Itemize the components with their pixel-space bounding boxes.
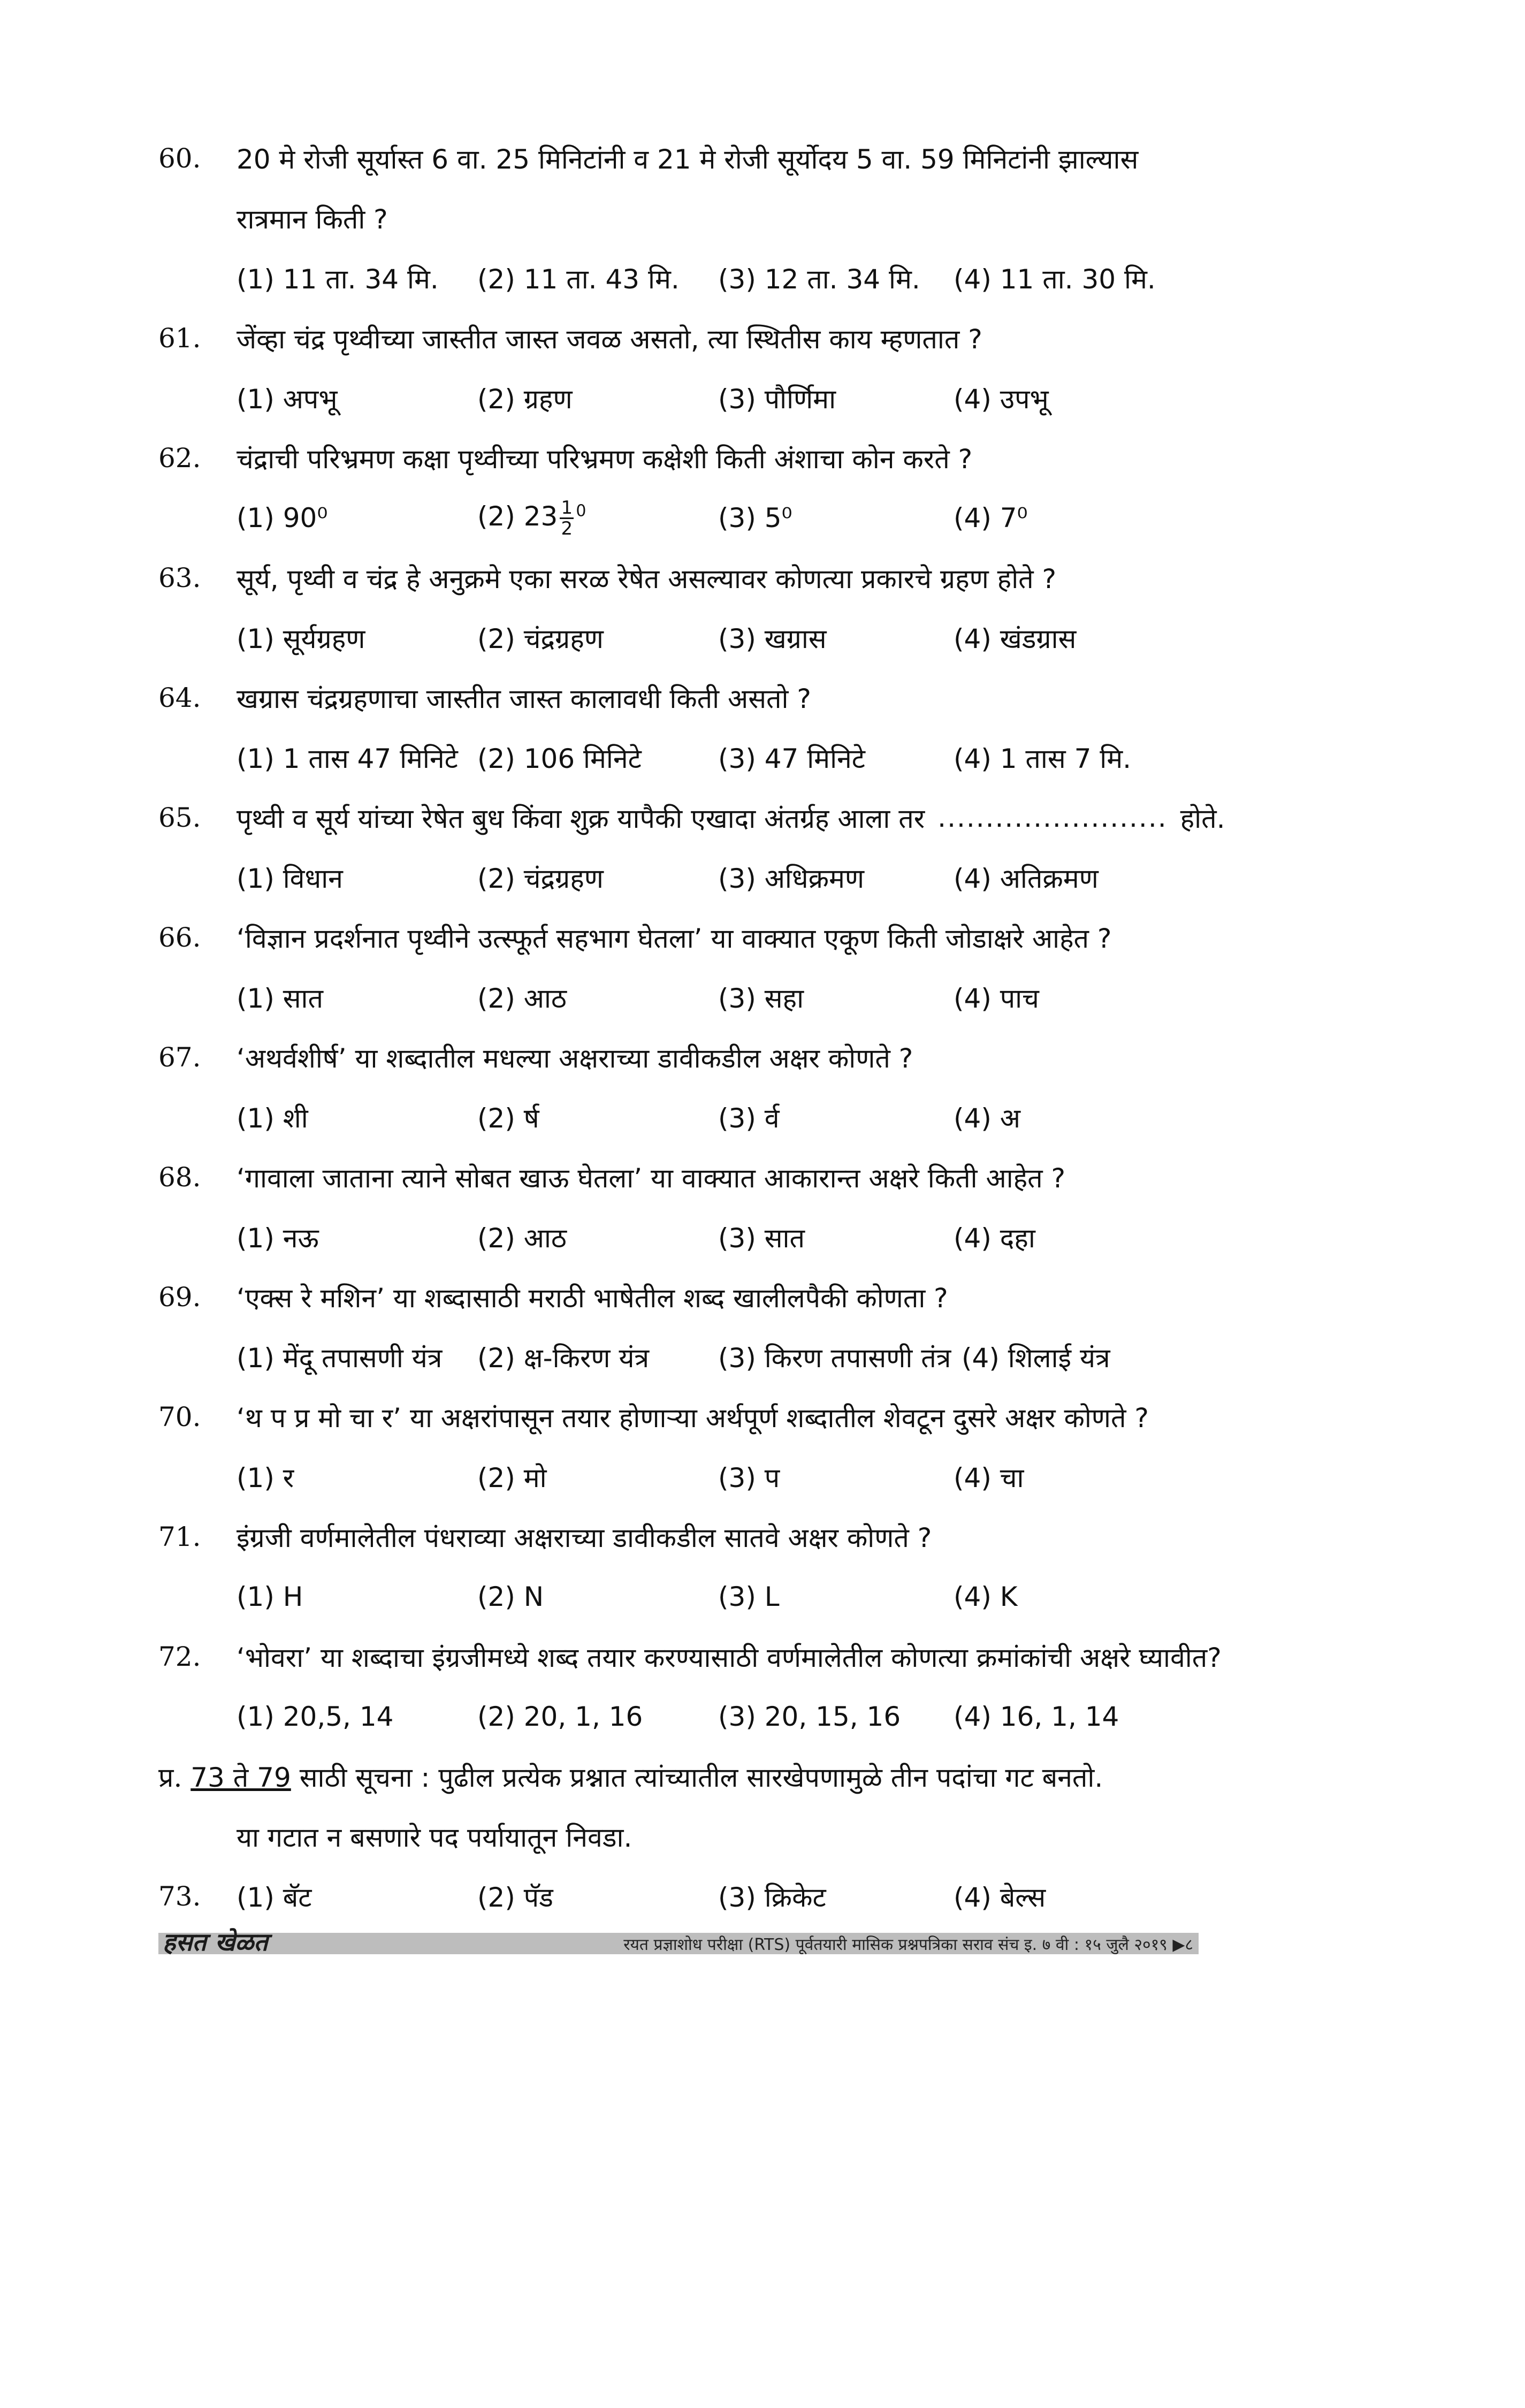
question-text: ‘गावाला जाताना त्याने सोबत खाऊ घेतला’ या वाक्यात आकारान्त अक्षरे किती आहेत ? xyxy=(237,1163,1066,1194)
option-3[interactable]: (3) 5⁰ xyxy=(718,502,792,534)
option-4[interactable]: (4) चा xyxy=(954,1462,1024,1493)
option-2[interactable]: (2) N xyxy=(477,1581,544,1612)
question-text: चंद्राची परिभ्रमण कक्षा पृथ्वीच्या परिभ्रमण कक्षेशी किती अंशाचा कोन करते ? xyxy=(237,444,973,475)
option-4[interactable]: (4) बेल्स xyxy=(954,1882,1046,1913)
option-4[interactable]: (4) 1 तास 7 मि. xyxy=(954,743,1132,774)
question-text: पृथ्वी व सूर्य यांच्या रेषेत बुध किंवा शुक्र यापैकी एखादा अंतर्ग्रह आला तर xyxy=(237,803,925,834)
question-number: 72. xyxy=(158,1641,201,1672)
option-4[interactable]: (4) दहा xyxy=(954,1223,1035,1254)
option-1[interactable]: (1) विधान xyxy=(237,863,343,894)
option-2[interactable]: (2) आठ xyxy=(477,1223,567,1254)
question-number: 67. xyxy=(158,1042,201,1073)
option-3[interactable]: (3) र्व xyxy=(718,1103,780,1134)
question-number: 65. xyxy=(158,802,201,833)
question-text: ‘एक्स रे मशिन’ या शब्दासाठी मराठी भाषेतील शब्द खालीलपैकी कोणता ? xyxy=(237,1283,948,1314)
degree-mark: 0 xyxy=(576,501,586,520)
option-4[interactable]: (4) उपभू xyxy=(954,384,1049,415)
question-63 xyxy=(158,548,1229,668)
option-4[interactable]: (4) पाच xyxy=(954,983,1039,1014)
question-71 xyxy=(158,1507,1229,1627)
question-text: ‘थ प प्र मो चा र’ या अक्षरांपासून तयार होणाऱ्या अर्थपूर्ण शब्दातील शेवटून दुसरे अक्षर कोणते ? xyxy=(237,1403,1149,1434)
option-1[interactable]: (1) मेंदू तपासणी यंत्र xyxy=(237,1343,443,1374)
question-text: खग्रास चंद्रग्रहणाचा जास्तीत जास्त कालावधी किती असतो ? xyxy=(237,683,811,714)
option-3[interactable]: (3) सात xyxy=(718,1223,805,1254)
question-number: 61. xyxy=(158,323,201,354)
question-text: ‘भोवरा’ या शब्दाचा इंग्रजीमध्ये शब्द तयार करण्यासाठी वर्णमालेतील कोणत्या क्रमांकांची अक्षरे घ्यावीत? xyxy=(237,1642,1222,1673)
question-text-end: होते. xyxy=(1180,803,1225,834)
option-2[interactable]: (2) 106 मिनिटे xyxy=(477,743,642,774)
instruction-prefix: प्र. xyxy=(158,1762,182,1793)
question-number: 63. xyxy=(158,562,201,593)
question-number: 69. xyxy=(158,1282,201,1313)
question-text-cont: रात्रमान किती ? xyxy=(237,204,388,235)
option-3[interactable]: (3) पौर्णिमा xyxy=(718,384,836,415)
option-2[interactable]: (2) चंद्रग्रहण xyxy=(477,863,604,894)
question-text: इंग्रजी वर्णमालेतील पंधराव्या अक्षराच्या डावीकडील सातवे अक्षर कोणते ? xyxy=(237,1522,932,1553)
option-4[interactable]: (4) खंडग्रास xyxy=(954,623,1077,654)
question-69 xyxy=(158,1267,1229,1387)
option-4[interactable]: (4) शिलाई यंत्र xyxy=(962,1343,1110,1374)
option-2[interactable]: (2) आठ xyxy=(477,983,567,1014)
question-number: 71. xyxy=(158,1521,201,1552)
option-1[interactable]: (1) शी xyxy=(237,1103,308,1134)
instruction-range: 73 ते 79 xyxy=(190,1762,291,1793)
option-1[interactable]: (1) 20,5, 14 xyxy=(237,1701,394,1732)
footer-text: रयत प्रज्ञाशोध परीक्षा (RTS) पूर्वतयारी मासिक प्रश्नपत्रिका सराव संच इ. ७ वी : १५ जुलै २०१९ ▶८ xyxy=(623,1935,1193,1954)
option-2[interactable]: (2) क्ष-किरण यंत्र xyxy=(477,1343,650,1374)
option-1[interactable]: (1) बॅट xyxy=(237,1882,312,1913)
question-60 xyxy=(158,128,1229,308)
fraction-denominator: 2 xyxy=(561,517,573,539)
question-73 xyxy=(158,1866,1229,1926)
option-2[interactable] xyxy=(477,498,718,538)
option-2[interactable]: (2) र्ष xyxy=(477,1103,539,1134)
option-4[interactable]: (4) अतिक्रमण xyxy=(954,863,1099,894)
option-3[interactable]: (3) L xyxy=(718,1581,780,1612)
question-text: 20 मे रोजी सूर्यास्त 6 वा. 25 मिनिटांनी व 21 मे रोजी सूर्योदय 5 वा. 59 मिनिटांनी झाल्यास xyxy=(237,144,1139,175)
question-70 xyxy=(158,1387,1229,1507)
option-2[interactable]: (2) 20, 1, 16 xyxy=(477,1701,643,1732)
option-1[interactable]: (1) अपभू xyxy=(237,384,338,415)
question-65 xyxy=(158,788,1229,908)
instruction-text: साठी सूचना : पुढील प्रत्येक प्रश्नात त्यांच्यातील सारखेपणामुळे तीन पदांचा गट बनतो. xyxy=(299,1762,1103,1793)
option-3[interactable]: (3) 47 मिनिटे xyxy=(718,743,865,774)
question-text: ‘अथर्वशीर्ष’ या शब्दातील मधल्या अक्षराच्या डावीकडील अक्षर कोणते ? xyxy=(237,1043,913,1074)
option-4[interactable]: (4) 7⁰ xyxy=(954,502,1028,534)
option-3[interactable]: (3) किरण तपासणी तंत्र xyxy=(718,1343,951,1374)
instruction-block xyxy=(158,1747,1229,1866)
option-3[interactable]: (3) 12 ता. 34 मि. xyxy=(718,264,920,295)
option-4[interactable]: (4) K xyxy=(954,1581,1018,1612)
option-3[interactable]: (3) प xyxy=(718,1462,780,1493)
option-4[interactable]: (4) 16, 1, 14 xyxy=(954,1701,1119,1732)
question-number: 62. xyxy=(158,443,201,474)
question-number: 60. xyxy=(158,143,201,174)
question-61 xyxy=(158,308,1229,428)
option-3[interactable]: (3) क्रिकेट xyxy=(718,1882,826,1913)
option-3[interactable]: (3) अधिक्रमण xyxy=(718,863,865,894)
option-1[interactable]: (1) र xyxy=(237,1462,294,1493)
option-2[interactable]: (2) ग्रहण xyxy=(477,384,573,415)
question-72 xyxy=(158,1627,1229,1747)
instruction-text-cont: या गटात न बसणारे पद पर्यायातून निवडा. xyxy=(237,1822,632,1853)
question-62 xyxy=(158,428,1229,548)
question-text: जेंव्हा चंद्र पृथ्वीच्या जास्तीत जास्त जवळ असतो, त्या स्थितीस काय म्हणतात ? xyxy=(237,324,982,355)
question-number: 64. xyxy=(158,682,201,713)
option-1[interactable]: (1) H xyxy=(237,1581,303,1612)
option-4[interactable]: (4) अ xyxy=(954,1103,1020,1134)
question-text: सूर्य, पृथ्वी व चंद्र हे अनुक्रमे एका सरळ रेषेत असल्यावर कोणत्या प्रकारचे ग्रहण होते ? xyxy=(237,563,1057,595)
option-3[interactable]: (3) सहा xyxy=(718,983,804,1014)
option-2[interactable]: (2) चंद्रग्रहण xyxy=(477,623,604,654)
option-1[interactable]: (1) सात xyxy=(237,983,323,1014)
option-2[interactable]: (2) पॅड xyxy=(477,1882,553,1913)
question-number: 66. xyxy=(158,922,201,953)
question-number: 73. xyxy=(158,1881,201,1912)
footer-bar xyxy=(158,1927,1199,1956)
question-number: 70. xyxy=(158,1401,201,1432)
option-2-whole: (2) 23 xyxy=(477,500,558,532)
option-1[interactable]: (1) 90⁰ xyxy=(237,502,328,534)
fraction-half xyxy=(560,498,574,538)
option-3[interactable]: (3) 20, 15, 16 xyxy=(718,1701,901,1732)
option-3[interactable]: (3) खग्रास xyxy=(718,623,827,654)
option-2[interactable]: (2) मो xyxy=(477,1462,547,1493)
question-66 xyxy=(158,908,1229,1027)
fraction-numerator: 1 xyxy=(561,497,573,519)
question-67 xyxy=(158,1027,1229,1147)
publisher-logo: हसत खेळत xyxy=(163,1927,268,1956)
question-68 xyxy=(158,1147,1229,1267)
option-1[interactable]: (1) 1 तास 47 मिनिटे xyxy=(237,743,458,774)
question-number: 68. xyxy=(158,1162,201,1193)
option-1[interactable]: (1) सूर्यग्रहण xyxy=(237,623,365,654)
question-64 xyxy=(158,668,1229,788)
question-text: ‘विज्ञान प्रदर्शनात पृथ्वीने उत्स्फूर्त सहभाग घेतला’ या वाक्यात एकूण किती जोडाक्षरे आहेत ? xyxy=(237,923,1112,954)
option-4[interactable]: (4) 11 ता. 30 मि. xyxy=(954,264,1156,295)
blank-dots: ........................ xyxy=(937,802,1168,833)
option-1[interactable]: (1) नऊ xyxy=(237,1223,319,1254)
option-2[interactable]: (2) 11 ता. 43 मि. xyxy=(477,264,680,295)
option-1[interactable]: (1) 11 ता. 34 मि. xyxy=(237,264,439,295)
